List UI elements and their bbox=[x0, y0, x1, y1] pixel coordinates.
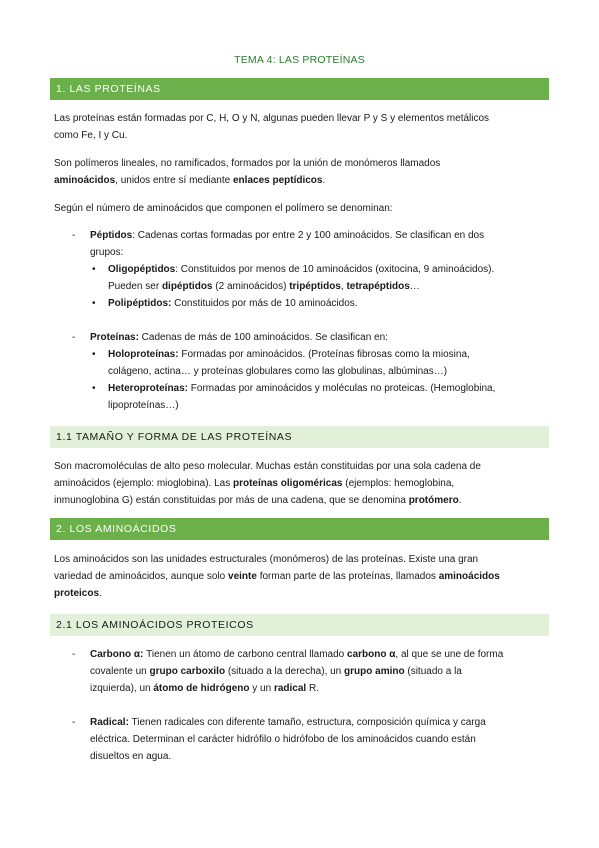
document-title: TEMA 4: LAS PROTEÍNAS bbox=[234, 54, 365, 66]
subsection-heading-tamano-forma: 1.1 TAMAÑO Y FORMA DE LAS PROTEÍNAS bbox=[50, 426, 549, 448]
list-item-oligopeptidos: Oligopéptidos: Constituidos por menos de 10 aminoácidos (oxitocina, 9 aminoácidos). bbox=[108, 264, 495, 275]
list-item-radical-cont1: eléctrica. Determinan el carácter hidrófilo o hidrófobo de los aminoácidos cuando están bbox=[90, 734, 476, 745]
list-item-peptidos: Péptidos: Cadenas cortas formadas por entre 2 y 100 aminoácidos. Se clasifican en dos bbox=[90, 230, 485, 241]
list-item-oligopeptidos-cont: Pueden ser dipéptidos (2 aminoácidos) tripéptidos, tetrapéptidos… bbox=[108, 281, 420, 292]
subsection-heading-aminoacidos-proteicos: 2.1 LOS AMINOÁCIDOS PROTEICOS bbox=[50, 614, 549, 636]
paragraph-composition-line1: Las proteínas están formadas por C, H, O y N, algunas pueden llevar P y S y elementos metálicos bbox=[54, 113, 490, 124]
bullet-marker: • bbox=[92, 383, 96, 394]
paragraph-size-line2: aminoácidos (ejemplo: mioglobina). Las proteínas oligoméricas (ejemplos: hemoglobina, bbox=[54, 478, 455, 489]
bullet-marker: • bbox=[92, 349, 96, 360]
list-item-heteroproteinas: Heteroproteínas: Formadas por aminoácidos y moléculas no proteicas. (Hemoglobina, bbox=[108, 383, 496, 394]
list-item-peptidos-cont: grupos: bbox=[90, 247, 124, 258]
list-item-proteinas: Proteínas: Cadenas de más de 100 aminoácidos. Se clasifican en: bbox=[90, 332, 388, 343]
dash-marker: - bbox=[72, 332, 76, 343]
paragraph-size-line1: Son macromoléculas de alto peso molecular. Muchas están constituidas por una sola cadena de bbox=[54, 461, 481, 472]
bullet-marker: • bbox=[92, 298, 96, 309]
section-heading-aminoacidos: 2. LOS AMINOÁCIDOS bbox=[50, 518, 549, 540]
list-item-polipeptidos: Polipéptidos: Constituidos por más de 10 aminoácidos. bbox=[108, 298, 358, 309]
bullet-marker: • bbox=[92, 264, 96, 275]
list-item-carbono-alfa-cont1: covalente un grupo carboxilo (situado a la derecha), un grupo amino (situado a la bbox=[90, 666, 462, 677]
paragraph-aminoacids-line2: variedad de aminoácidos, aunque solo veinte forman parte de las proteínas, llamados aminoácidos bbox=[54, 571, 500, 582]
dash-marker: - bbox=[72, 230, 76, 241]
paragraph-classification-intro: Según el número de aminoácidos que componen el polímero se denominan: bbox=[54, 203, 393, 214]
paragraph-size-line3: inmunoglobina G) están constituidas por más de una cadena, que se denomina protómero. bbox=[54, 495, 462, 506]
list-item-holoproteinas: Holoproteínas: Formadas por aminoácidos. (Proteínas fibrosas como la miosina, bbox=[108, 349, 470, 360]
list-item-radical: Radical: Tienen radicales con diferente tamaño, estructura, composición química y carga bbox=[90, 717, 486, 728]
list-item-heteroproteinas-cont: lipoproteínas…) bbox=[108, 400, 179, 411]
paragraph-polymers-line2: aminoácidos, unidos entre sí mediante enlaces peptídicos. bbox=[54, 175, 326, 186]
paragraph-aminoacids-line3: proteicos. bbox=[54, 588, 102, 599]
paragraph-polymers-line1: Son polímeros lineales, no ramificados, formados por la unión de monómeros llamados bbox=[54, 158, 441, 169]
dash-marker: - bbox=[72, 649, 76, 660]
list-item-carbono-alfa: Carbono α: Tienen un átomo de carbono central llamado carbono α, al que se une de forma bbox=[90, 649, 504, 660]
paragraph-aminoacids-line1: Los aminoácidos son las unidades estructurales (monómeros) de las proteínas. Existe una gran bbox=[54, 554, 479, 565]
list-item-carbono-alfa-cont2: izquierda), un átomo de hidrógeno y un radical R. bbox=[90, 683, 319, 694]
dash-marker: - bbox=[72, 717, 76, 728]
section-heading-proteinas: 1. LAS PROTEÍNAS bbox=[50, 78, 549, 100]
paragraph-composition-line2: como Fe, I y Cu. bbox=[54, 130, 128, 141]
list-item-holoproteinas-cont: colágeno, actina… y proteínas globulares como las globulinas, albúminas…) bbox=[108, 366, 448, 377]
list-item-radical-cont2: disueltos en agua. bbox=[90, 751, 172, 762]
